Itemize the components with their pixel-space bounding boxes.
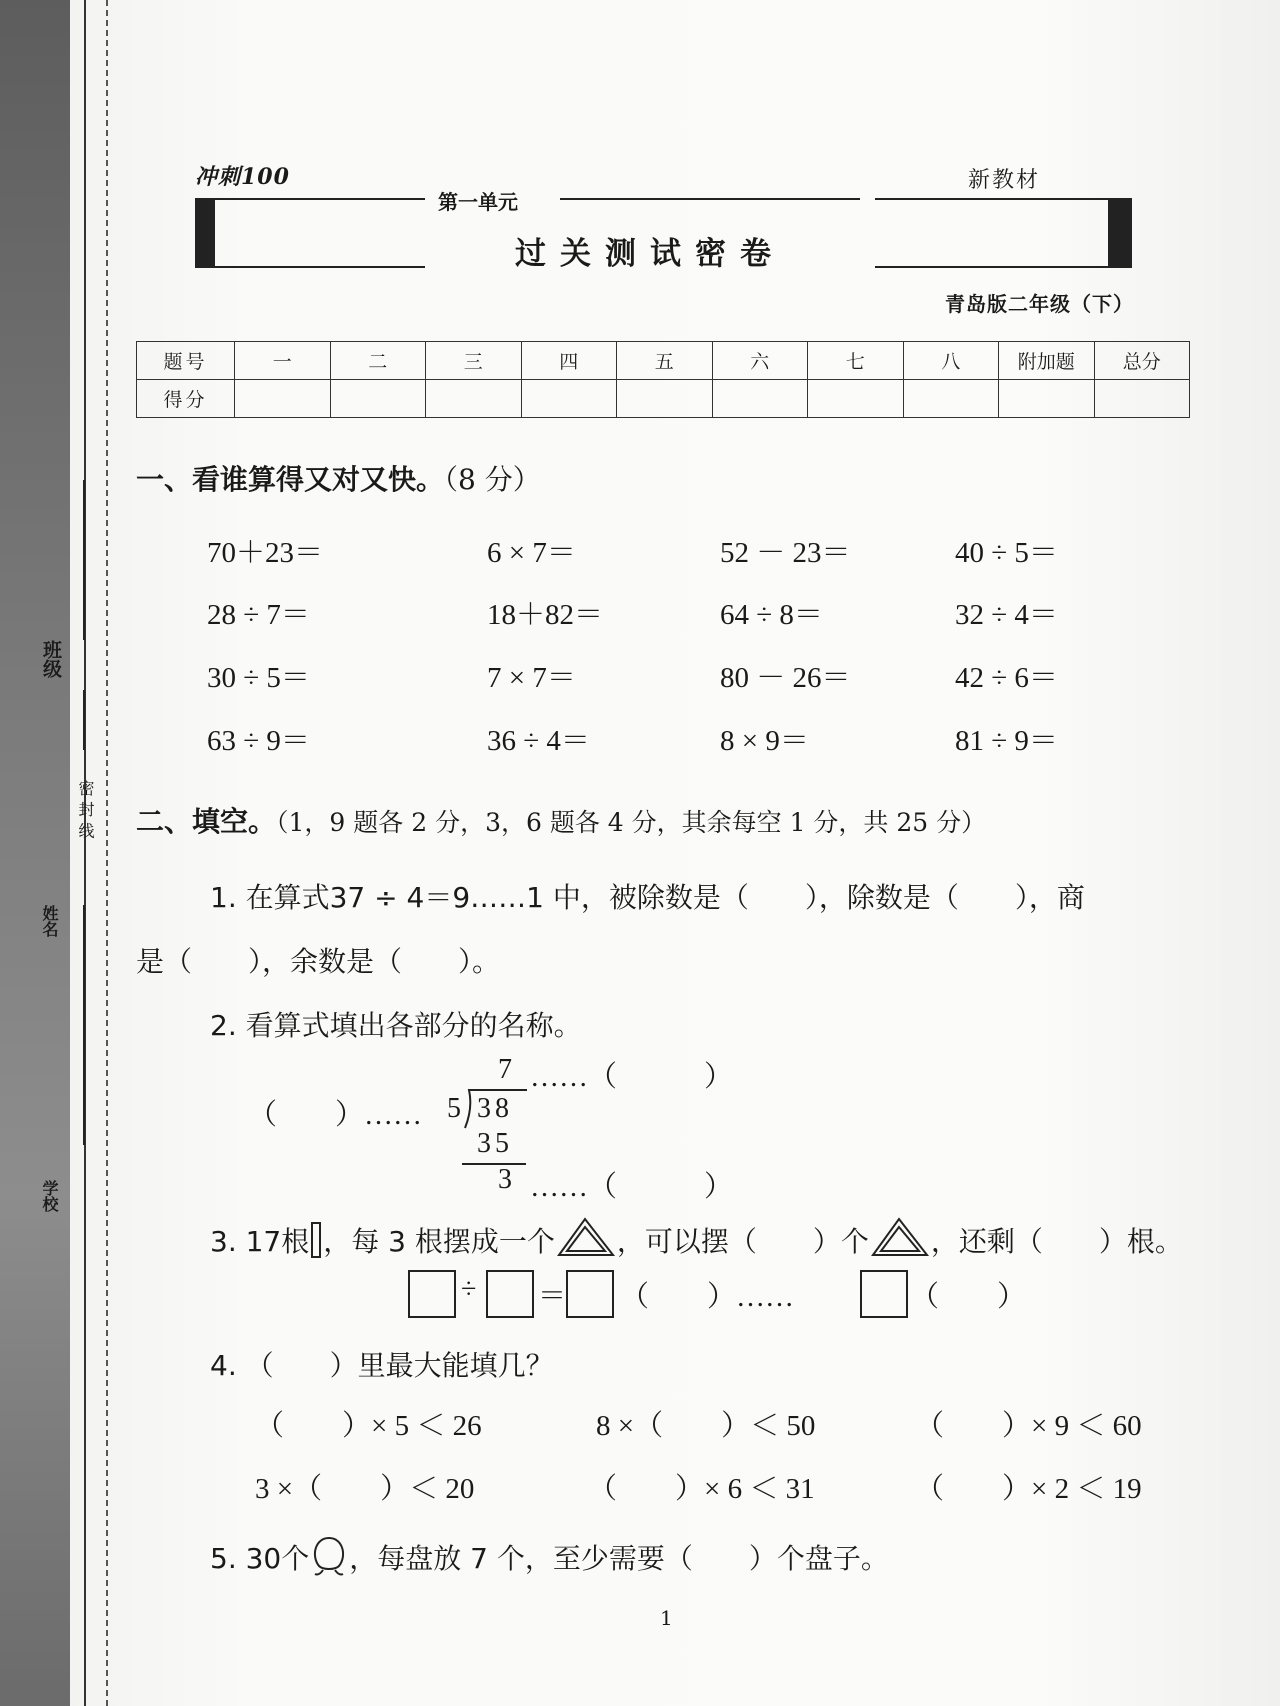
inequality-item: （ ）× 2 ＜ 19 [915,1473,1142,1505]
answer-box[interactable] [486,1270,534,1318]
table-cell: 总分 [1094,342,1190,380]
table-cell: 三 [426,342,522,380]
divider-line [83,690,85,750]
section-points: （1，9 题各 2 分，3，6 题各 4 分，其余每空 1 分，共 25 分） [276,808,987,837]
q5-text: 5. 30个 [210,1542,310,1575]
division-rule [462,1163,526,1165]
answer-box[interactable] [408,1270,456,1318]
calc-item: 81 ÷ 9＝ [955,725,1058,757]
inequality-item: （ ）× 9 ＜ 60 [915,1410,1142,1442]
school-label: 学校 [40,1180,59,1212]
class-underline [83,480,85,640]
division-divisor: 5 [447,1093,461,1124]
triangle-sticks-icon [869,1215,931,1259]
edition-label: 青岛版二年级（下） [945,292,1134,316]
section-points: （8 分） [444,463,541,496]
score-input-cell[interactable] [712,380,808,418]
seal-dashed-line [106,0,108,1706]
equals-sign: ＝ [538,1281,567,1312]
q3-blank: （ ）…… [620,1281,795,1313]
score-input-cell[interactable] [808,380,904,418]
question-5 [210,1530,889,1578]
question-1-line2: 是（ ），余数是（ ）。 [136,945,501,978]
division-quotient: 7 [498,1054,512,1085]
seal-line-label: 密 封 线 [76,780,95,839]
answer-box[interactable] [860,1270,908,1318]
inequality-item: （ ）× 5 ＜ 26 [255,1410,482,1442]
page-number: 1 [660,1606,673,1630]
section-1-heading [136,458,541,498]
page-title: 过关测试密卷 [515,236,785,272]
q3-text: ，可以摆（ ）个 [616,1225,869,1258]
table-cell: 得分 [137,380,235,418]
table-cell: 六 [712,342,808,380]
calc-item: 30 ÷ 5＝ [207,662,310,694]
calc-item: 42 ÷ 6＝ [955,662,1058,694]
table-row [137,342,1190,380]
table-cell: 附加题 [999,342,1095,380]
division-dividend: 38 [477,1093,513,1124]
q3-text: 3. 17根 [210,1225,310,1258]
header-rule [875,266,1120,268]
name-label: 姓名 [40,905,59,937]
title-bracket-right [1108,198,1132,268]
quotient-blank: ……（ ） [530,1061,734,1093]
score-input-cell[interactable] [999,380,1095,418]
question-3 [210,1215,1183,1260]
table-row [137,380,1190,418]
brand-logo: 冲刺100 [195,164,290,190]
calc-item: 52 － 23＝ [720,537,851,569]
calc-item: 36 ÷ 4＝ [487,725,590,757]
score-input-cell[interactable] [617,380,713,418]
table-cell: 一 [235,342,331,380]
table-cell: 五 [617,342,713,380]
calc-item: 32 ÷ 4＝ [955,599,1058,631]
peach-icon [309,1530,349,1578]
table-cell: 题号 [137,342,235,380]
section-2-heading [136,800,986,840]
calc-item: 64 ÷ 8＝ [720,599,823,631]
calc-item: 6 × 7＝ [487,537,576,569]
binding-edge [84,0,86,1706]
section-title: 一、看谁算得又对又快。 [136,463,445,496]
score-input-cell[interactable] [1094,380,1190,418]
calc-item: 63 ÷ 9＝ [207,725,310,757]
q3-text: ，还剩（ ）根。 [930,1225,1183,1258]
answer-box[interactable] [566,1270,614,1318]
q5-text: ，每盘放 7 个，至少需要（ ）个盘子。 [349,1542,889,1575]
header-rule [195,198,425,200]
header-rule [560,198,860,200]
calc-item: 18＋82＝ [487,599,604,631]
score-input-cell[interactable] [235,380,331,418]
calc-item: 28 ÷ 7＝ [207,599,310,631]
divisor-blank: （ ）…… [248,1099,423,1131]
calc-item: 70＋23＝ [207,537,324,569]
calc-item: 40 ÷ 5＝ [955,537,1058,569]
question-2: 2. 看算式填出各部分的名称。 [210,1009,582,1042]
section-title: 二、填空。 [136,805,277,838]
question-1-line1: 1. 在算式37 ÷ 4＝9……1 中，被除数是（ ），除数是（ ），商 [210,881,1085,914]
stick-icon [309,1221,323,1259]
score-table [136,341,1190,418]
table-cell: 四 [521,342,617,380]
question-4: 4. （ ）里最大能填几？ [210,1349,554,1382]
calc-item: 7 × 7＝ [487,662,576,694]
score-input-cell[interactable] [903,380,999,418]
inequality-item: （ ）× 6 ＜ 31 [588,1473,815,1505]
division-remainder: 3 [498,1164,512,1195]
remainder-blank: ……（ ） [530,1171,734,1203]
header-rule [875,198,1120,200]
class-label: 班级 [40,640,62,678]
table-cell: 二 [330,342,426,380]
table-cell: 七 [808,342,904,380]
q3-text: ，每 3 根摆成一个 [323,1225,555,1258]
inequality-item: 8 ×（ ）＜ 50 [596,1410,816,1442]
score-input-cell[interactable] [521,380,617,418]
inequality-item: 3 ×（ ）＜ 20 [255,1473,475,1505]
triangle-sticks-icon [555,1215,617,1259]
q3-blank: （ ） [910,1281,1027,1313]
title-bracket-left [195,198,215,268]
unit-label: 第一单元 [438,190,518,214]
calc-item: 80 － 26＝ [720,662,851,694]
new-material-label: 新教材 [968,168,1041,193]
header-rule [195,266,425,268]
score-input-cell[interactable] [330,380,426,418]
divide-sign: ÷ [461,1274,477,1305]
score-input-cell[interactable] [426,380,522,418]
table-cell: 八 [903,342,999,380]
division-product: 35 [477,1128,513,1159]
calc-item: 8 × 9＝ [720,725,809,757]
